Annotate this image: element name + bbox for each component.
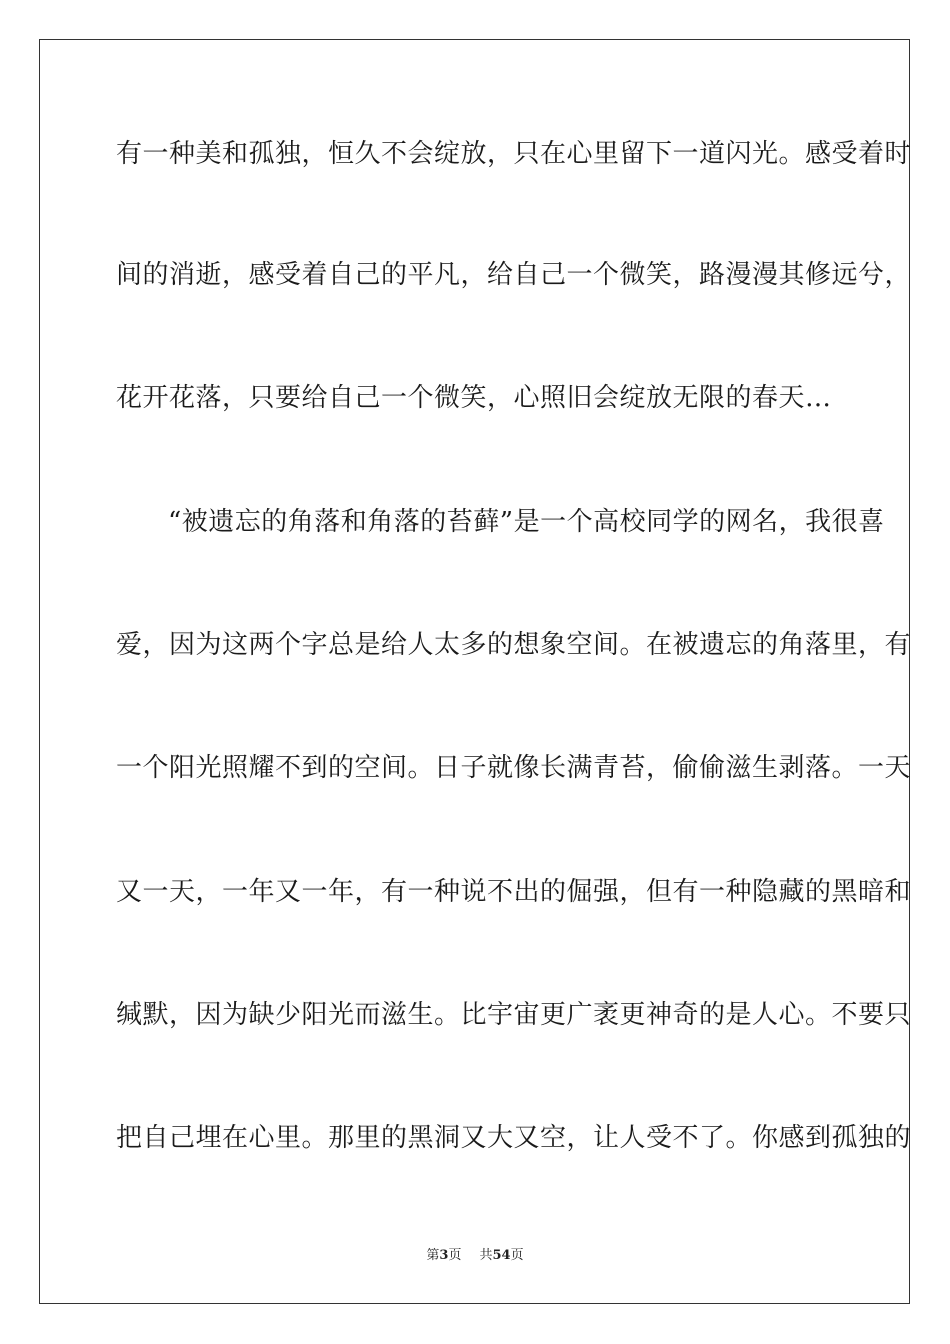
text-line: 又一天，一年又一年，有一种说不出的倔强，但有一种隐藏的黑暗和 (116, 877, 912, 907)
page-prefix: 第 (426, 1248, 440, 1263)
page-border (39, 39, 910, 1304)
text-line: 缄默，因为缺少阳光而滋生。比宇宙更广袤更神奇的是人心。不要只 (116, 1000, 912, 1030)
total-page-count: 54 (492, 1248, 511, 1263)
total-prefix: 共 (479, 1248, 493, 1263)
text-line: 有一种美和孤独，恒久不会绽放，只在心里留下一道闪光。感受着时 (116, 139, 912, 169)
text-line: 花开花落，只要给自己一个微笑，心照旧会绽放无限的春天… (116, 383, 832, 413)
paragraph-first-line: “被遗忘的角落和角落的苔藓”是一个高校同学的网名，我很喜 (168, 507, 885, 537)
text-line: 一个阳光照耀不到的空间。日子就像长满青苔，偷偷滋生剥落。一天 (116, 753, 912, 783)
page-suffix: 页 (448, 1248, 462, 1263)
page-footer (0, 1247, 950, 1265)
text-line: 间的消逝，感受着自己的平凡，给自己一个微笑，路漫漫其修远兮， (116, 260, 912, 290)
text-line: 把自己埋在心里。那里的黑洞又大又空，让人受不了。你感到孤独的 (116, 1123, 912, 1153)
text-line: 爱，因为这两个字总是给人太多的想象空间。在被遗忘的角落里，有 (116, 630, 912, 660)
total-suffix: 页 (510, 1248, 524, 1263)
current-page-number: 3 (439, 1248, 449, 1263)
